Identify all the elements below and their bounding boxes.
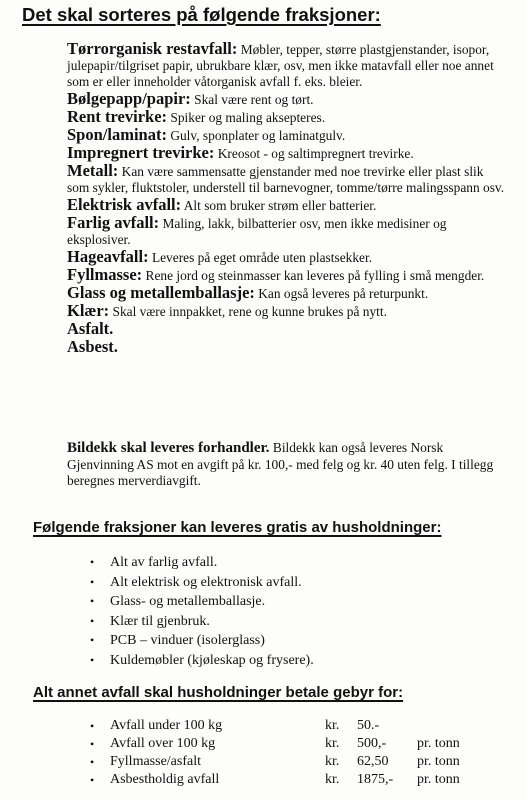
list-item (90, 651, 314, 671)
list-item-text: Alt elektrisk og elektronisk avfall. (110, 574, 302, 590)
fee-currency: kr. (325, 754, 340, 769)
fee-section-heading: Alt annet avfall skal husholdninger betale gebyr for: (33, 684, 404, 701)
fraction-entry (67, 267, 507, 284)
fee-amount: 1875,- (357, 772, 394, 787)
fraction-term: Tørrorganisk restavfall: (67, 39, 238, 58)
fraction-term: Metall: (67, 161, 119, 180)
list-item-text: Klær til gjenbruk. (110, 613, 210, 629)
bullet-icon: • (90, 652, 95, 667)
fraction-term: Asbest. (67, 337, 118, 356)
fraction-desc: Møbler, tepper, større plastgjenstander, isopor, julepapir/tilgriset papir, ubrukbare klær, osv, men ikke matavfall eller noe annet som er eller inneholder våtorganisk avfall f. eks. bleier. (67, 42, 494, 89)
fraction-entry (67, 145, 507, 162)
main-heading: Det skal sorteres på følgende fraksjoner: (22, 4, 381, 25)
tire-notice (67, 440, 507, 490)
fee-unit: pr. tonn (417, 754, 460, 769)
fraction-entry (67, 303, 507, 320)
fraction-term: Fyllmasse: (67, 265, 143, 284)
bullet-icon: • (90, 737, 95, 751)
fee-unit (417, 717, 477, 735)
table-row (90, 771, 477, 789)
fraction-list (67, 41, 507, 357)
fraction-desc: Kreosot - og saltimpregnert trevirke. (217, 146, 414, 161)
bullet-icon: • (90, 633, 95, 647)
fee-item: Avfall under 100 kg (110, 718, 223, 733)
fraction-desc: Spiker og maling aksepteres. (170, 110, 326, 125)
fee-currency: kr. (325, 736, 340, 751)
list-item-text: Glass- og metallemballasje. (110, 594, 266, 609)
fraction-term: Asfalt. (67, 319, 114, 338)
fraction-entry (67, 41, 507, 90)
fraction-term: Farlig avfall: (67, 213, 160, 232)
fee-item-cell (90, 735, 325, 753)
fraction-term: Elektrisk avfall: (67, 195, 182, 214)
fraction-entry (67, 321, 507, 338)
free-list (90, 553, 314, 670)
bullet-icon: • (90, 594, 95, 608)
table-row (90, 717, 477, 735)
fee-currency: kr. (325, 718, 340, 733)
fraction-desc: Kan også leveres på returpunkt. (258, 286, 429, 301)
list-item (90, 592, 314, 612)
fraction-term: Rent trevirke: (67, 107, 168, 126)
bullet-icon: • (90, 613, 95, 628)
bullet-icon: • (90, 555, 95, 569)
list-item-text: PCB – vinduer (isolerglass) (110, 633, 265, 648)
fraction-entry (67, 163, 507, 196)
tire-notice-term: Bildekk skal leveres forhandler. (67, 440, 270, 456)
fraction-desc: Leveres på eget område uten plastsekker. (151, 250, 373, 265)
fraction-desc: Rene jord og steinmasser kan leveres på fylling i små mengder. (145, 268, 485, 283)
fraction-desc: Kan være sammensatte gjenstander med noe trevirke eller plast slik som sykler, fluktstoler, understell til barnevogner, tomme/tørre malingsspann osv. (67, 164, 505, 195)
fraction-term: Glass og metallemballasje: (67, 283, 255, 302)
fraction-desc: Alt som bruker strøm eller batterier. (183, 198, 377, 213)
fraction-desc: Maling, lakk, bilbatterier osv, men ikke medisiner og eksplosiver. (67, 216, 447, 247)
fee-table (90, 717, 477, 789)
fee-amount: 50.- (357, 718, 380, 733)
bullet-icon: • (90, 719, 95, 733)
table-row (90, 735, 477, 753)
list-item-text: Alt av farlig avfall. (110, 555, 218, 570)
table-row (90, 753, 477, 771)
fee-amount: 500,- (357, 736, 387, 751)
fraction-term: Klær: (67, 301, 110, 320)
fee-item: Asbestholdig avfall (110, 772, 220, 787)
fraction-entry (67, 127, 507, 144)
fraction-entry (67, 285, 507, 302)
fraction-entry (67, 249, 507, 266)
fraction-entry (67, 109, 507, 126)
list-item (90, 612, 314, 632)
fee-item-cell (90, 717, 325, 735)
fraction-entry (67, 91, 507, 108)
fee-item: Fyllmasse/asfalt (110, 754, 201, 769)
bullet-icon: • (90, 574, 95, 589)
fraction-desc: Gulv, sponplater og laminatgulv. (170, 128, 346, 143)
fraction-entry (67, 197, 507, 214)
list-item-text: Kuldemøbler (kjøleskap og frysere). (110, 652, 314, 668)
list-item (90, 631, 314, 651)
list-item (90, 553, 314, 573)
fraction-desc: Skal være rent og tørt. (194, 92, 314, 107)
fee-currency: kr. (325, 772, 340, 787)
fraction-term: Bølgepapp/papir: (67, 89, 191, 108)
fee-item-cell (90, 753, 325, 771)
bullet-icon: • (90, 773, 95, 787)
fraction-term: Hageavfall: (67, 247, 149, 266)
tire-notice-desc: Bildekk kan også leveres Norsk Gjenvinning AS mot en avgift på kr. 100,- med felg og kr. 40 uten felg. I tillegg beregnes merverdiavgift. (67, 440, 494, 488)
fraction-entry (67, 215, 507, 248)
fraction-term: Spon/laminat: (67, 125, 167, 144)
list-item (90, 573, 314, 593)
fee-unit: pr. tonn (417, 772, 460, 787)
fee-unit: pr. tonn (417, 736, 460, 751)
fee-item-cell (90, 771, 325, 789)
fraction-desc: Skal være innpakket, rene og kunne brukes på nytt. (112, 304, 387, 319)
fraction-term: Impregnert trevirke: (67, 143, 215, 162)
free-section-heading: Følgende fraksjoner kan leveres gratis av husholdninger: (33, 519, 442, 536)
fraction-entry (67, 339, 507, 356)
bullet-icon: • (90, 755, 95, 769)
fee-item: Avfall over 100 kg (110, 736, 216, 751)
fee-amount: 62,50 (357, 754, 389, 769)
